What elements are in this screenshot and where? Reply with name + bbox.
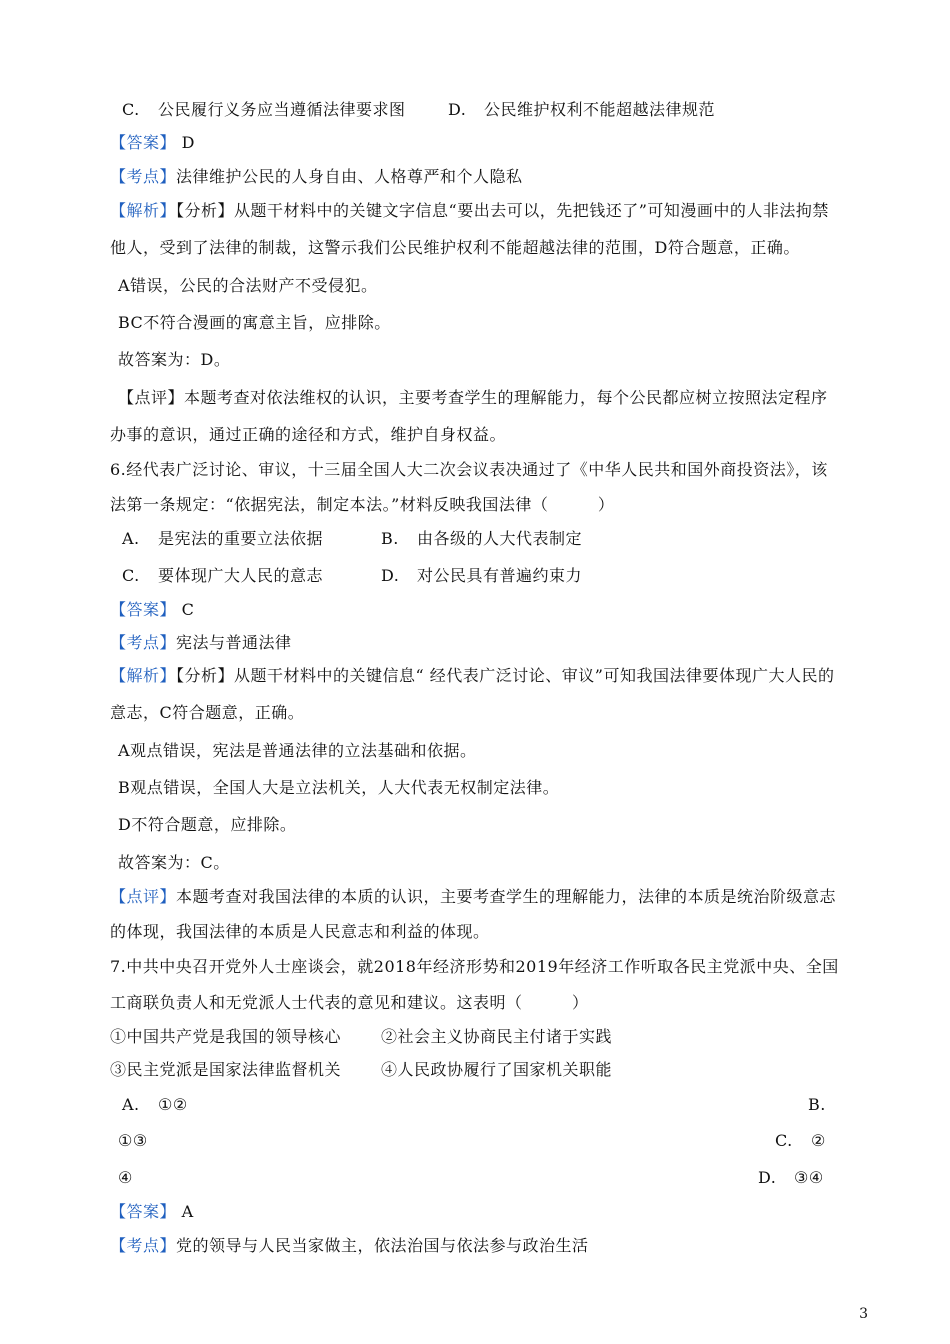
q6-analysis-line-4: B观点错误，全国人大是立法机关，人大代表无权制定法律。 — [118, 778, 560, 797]
q7-option-c: C. ② — [775, 1131, 826, 1150]
answer-tag: 【答案】 — [110, 1202, 177, 1221]
q6-analysis-line-2: 意志，C符合题意，正确。 — [110, 703, 305, 722]
point-tag: 【考点】 — [110, 1236, 177, 1255]
q7-item-2: ②社会主义协商民主付诸于实践 — [381, 1027, 613, 1046]
q5-point: 【考点】法律维护公民的人身自由、人格尊严和个人隐私 — [110, 167, 523, 186]
q6-analysis-line-5: D不符合题意，应排除。 — [118, 815, 297, 834]
q6-comment-line-1: 【点评】本题考查对我国法律的本质的认识，主要考查学生的理解能力，法律的本质是统治阶级意志 — [110, 887, 837, 906]
q7-option-c-text-cont: ④ — [118, 1168, 133, 1187]
q7-option-b-label: B. — [808, 1095, 826, 1114]
q5-comment-line-1: 【点评】本题考查对依法维权的认识，主要考查学生的理解能力，每个公民都应树立按照法定程序 — [118, 388, 828, 407]
answer-tag: 【答案】 — [110, 133, 177, 152]
q5-analysis-line-2: 他人，受到了法律的制裁，这警示我们公民维护权利不能超越法律的范围，D符合题意，正确。 — [110, 238, 800, 257]
q6-point: 【考点】宪法与普通法律 — [110, 633, 292, 652]
q7-point: 【考点】党的领导与人民当家做主，依法治国与依法参与政治生活 — [110, 1236, 589, 1255]
q6-analysis-line-3: A观点错误，宪法是普通法律的立法基础和依据。 — [118, 741, 477, 760]
q6-option-d: D. 对公民具有普遍约束力 — [381, 566, 583, 585]
q5-option-d: D. 公民维护权利不能超越法律规范 — [448, 100, 716, 119]
q6-analysis-line-1: 【解析】【分析】从题干材料中的关键信息“ 经代表广泛讨论、审议”可知我国法律要体现广大人民的 — [110, 666, 835, 685]
q5-analysis-line-4: BC不符合漫画的寓意主旨，应排除。 — [118, 313, 391, 332]
comment-tag: 【点评】 — [110, 887, 177, 906]
q6-option-b: B. 由各级的人大代表制定 — [381, 529, 583, 548]
q6-option-a: A. 是宪法的重要立法依据 — [122, 529, 324, 548]
q6-option-c: C. 要体现广大人民的意志 — [122, 566, 324, 585]
q7-item-3: ③民主党派是国家法律监督机关 — [110, 1060, 342, 1079]
q7-item-4: ④人民政协履行了国家机关职能 — [381, 1060, 613, 1079]
q7-option-b-text: ①③ — [118, 1131, 148, 1150]
q7-option-a: A. ①② — [122, 1095, 188, 1114]
page-number: 3 — [859, 1306, 868, 1322]
q6-analysis-line-6: 故答案为：C。 — [118, 853, 230, 872]
analysis-tag: 【解析】 — [110, 666, 177, 685]
q6-comment-line-2: 的体现，我国法律的本质是人民意志和利益的体现。 — [110, 922, 490, 941]
point-tag: 【考点】 — [110, 167, 177, 186]
q7-option-d: D. ③④ — [758, 1168, 824, 1187]
q5-answer: 【答案】 D — [110, 133, 195, 152]
answer-tag: 【答案】 — [110, 600, 177, 619]
q6-stem-line-1: 6.经代表广泛讨论、审议，十三届全国人大二次会议表决通过了《中华人民共和国外商投资法》，该 — [110, 460, 828, 479]
analysis-tag: 【解析】 — [110, 201, 177, 220]
q6-answer: 【答案】 C — [110, 600, 195, 619]
point-tag: 【考点】 — [110, 633, 177, 652]
q5-comment-line-2: 办事的意识，通过正确的途径和方式，维护自身权益。 — [110, 425, 507, 444]
q5-analysis-line-3: A错误，公民的合法财产不受侵犯。 — [118, 276, 378, 295]
q7-item-1: ①中国共产党是我国的领导核心 — [110, 1027, 342, 1046]
q7-answer: 【答案】 A — [110, 1202, 194, 1221]
q5-option-c: C. 公民履行义务应当遵循法律要求图 — [122, 100, 406, 119]
q5-analysis-line-1: 【解析】【分析】从题干材料中的关键文字信息“要出去可以，先把钱还了”可知漫画中的人非法拘禁 — [110, 201, 829, 220]
q6-stem-line-2: 法第一条规定：“依据宪法，制定本法。”材料反映我国法律（ ） — [110, 495, 615, 514]
q5-analysis-line-5: 故答案为：D。 — [118, 350, 231, 369]
q7-stem-line-2: 工商联负责人和无党派人士代表的意见和建议。这表明（ ） — [110, 993, 589, 1012]
q7-stem-line-1: 7.中共中央召开党外人士座谈会，就2018年经济形势和2019年经济工作听取各民主党派中央、全国 — [110, 957, 839, 976]
